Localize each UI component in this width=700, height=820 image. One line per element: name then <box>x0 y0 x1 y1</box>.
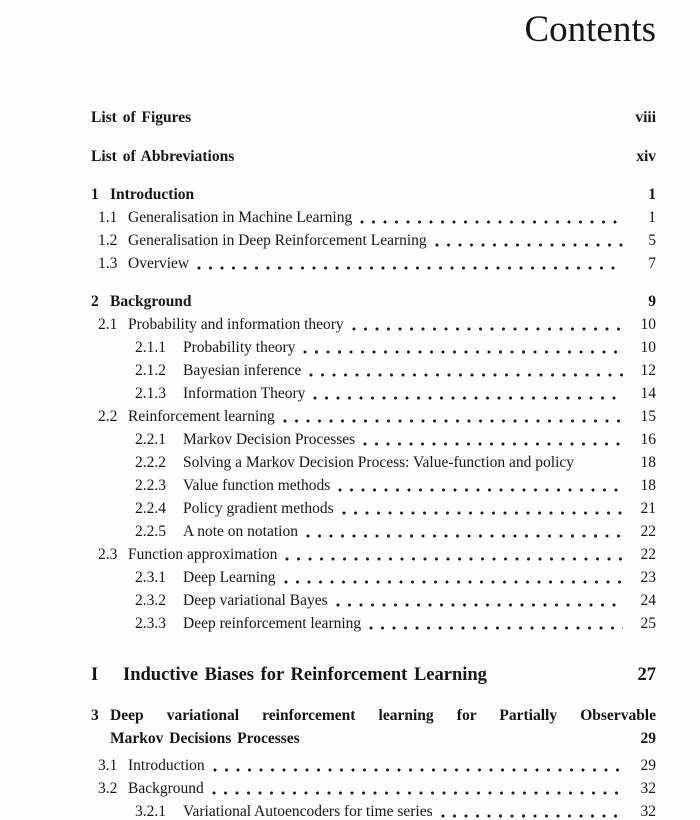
entry-label-line-2 <box>110 727 656 750</box>
spacer <box>579 451 623 474</box>
page-number: 29 <box>640 730 656 747</box>
dot-leader <box>194 252 623 275</box>
toc-entry-2-1-1[interactable] <box>135 336 656 359</box>
page-number: 9 <box>648 293 656 310</box>
entry-number: 3.2.1 <box>135 803 166 820</box>
entry-number: 2.1.2 <box>135 362 166 379</box>
toc-entry-2-2-5[interactable] <box>135 520 656 543</box>
toc-entry-1-1[interactable] <box>98 206 656 229</box>
toc-entry-2-2-1[interactable] <box>135 428 656 451</box>
entry-label: Introduction <box>110 186 195 203</box>
page-number: 16 <box>640 431 656 448</box>
toc-entry-2-1-3[interactable] <box>135 382 656 405</box>
entry-label: A note on notation <box>183 523 298 540</box>
spacer <box>492 662 623 688</box>
page-number: xiv <box>636 148 656 165</box>
entry-label: Variational Autoencoders for time series <box>183 803 433 820</box>
page-number: 25 <box>640 615 656 632</box>
entry-label <box>110 704 656 750</box>
page-number: 10 <box>640 316 656 333</box>
toc-entry-2-3-1[interactable] <box>135 566 656 589</box>
entry-number: 2.1.1 <box>135 339 166 356</box>
page-number: 21 <box>640 500 656 517</box>
dot-leader <box>209 777 623 800</box>
toc-entry-2-2-3[interactable] <box>135 474 656 497</box>
dot-leader <box>432 229 623 252</box>
toc-entry-2-1[interactable] <box>98 313 656 336</box>
toc-entry-2-3-2[interactable] <box>135 589 656 612</box>
entry-number: 3 <box>91 707 99 724</box>
dot-leader <box>335 474 623 497</box>
page-number: 10 <box>640 339 656 356</box>
toc-entry-2-1-2[interactable] <box>135 359 656 382</box>
page-number: 23 <box>640 569 656 586</box>
entry-label: Solving a Markov Decision Process: Value-function and policy <box>183 454 575 471</box>
toc-entry-list-of-figures[interactable] <box>91 106 656 129</box>
toc-entries-list <box>91 183 656 820</box>
toc-entry-1-3[interactable] <box>98 252 656 275</box>
page-number: 1 <box>648 186 656 203</box>
entry-label: Introduction <box>128 757 205 774</box>
dot-leader <box>339 497 623 520</box>
dot-leader <box>281 566 623 589</box>
toc-entry-2[interactable] <box>91 290 656 313</box>
toc-entry-3-2[interactable] <box>98 777 656 800</box>
page-number: 7 <box>648 255 656 272</box>
toc-entry-3[interactable] <box>91 704 656 750</box>
dot-leader <box>303 520 623 543</box>
entry-number: 2.2.5 <box>135 523 166 540</box>
entry-number: 3.1 <box>98 757 118 774</box>
entry-label-line-1: Deep variational reinforcement learning for Partially Observable <box>110 707 656 724</box>
page-number: 27 <box>637 665 656 685</box>
spacer <box>197 290 623 313</box>
page-number: 24 <box>640 592 656 609</box>
toc-entry-2-2-4[interactable] <box>135 497 656 520</box>
entry-number: 1.2 <box>98 232 118 249</box>
toc-entry-i[interactable] <box>91 662 656 688</box>
entry-number: 2.2 <box>98 408 118 425</box>
entry-number: 2.2.4 <box>135 500 166 517</box>
entry-number: 2.2.2 <box>135 454 166 471</box>
toc-entry-2-2[interactable] <box>98 405 656 428</box>
entry-number: 2.2.1 <box>135 431 166 448</box>
toc-entry-1-2[interactable] <box>98 229 656 252</box>
dot-leader <box>282 543 623 566</box>
dot-leader <box>210 754 623 777</box>
page-number: 5 <box>648 232 656 249</box>
entry-label: Deep variational Bayes <box>183 592 328 609</box>
page-number: 32 <box>640 803 656 820</box>
entry-number: 2.1 <box>98 316 118 333</box>
toc-entry-3-1[interactable] <box>98 754 656 777</box>
dot-leader <box>360 428 623 451</box>
entry-label: Background <box>128 780 204 797</box>
entry-label: Value function methods <box>183 477 331 494</box>
toc-entry-2-3-3[interactable] <box>135 612 656 635</box>
entry-number: 2.3 <box>98 546 118 563</box>
entry-label: Deep reinforcement learning <box>183 615 362 632</box>
entry-number: 2.1.3 <box>135 385 166 402</box>
toc-entry-list-of-abbreviations[interactable] <box>91 145 656 168</box>
entry-number: 2.3.1 <box>135 569 166 586</box>
entry-number: 1.3 <box>98 255 118 272</box>
page-number: 29 <box>640 757 656 774</box>
page-number: 22 <box>640 546 656 563</box>
dot-leader <box>310 382 623 405</box>
entry-label: Policy gradient methods <box>183 500 334 517</box>
dot-leader <box>366 612 623 635</box>
entry-label: Inductive Biases for Reinforcement Learning <box>123 665 487 685</box>
dot-leader <box>306 359 623 382</box>
entry-label: Generalisation in Deep Reinforcement Learning <box>128 232 427 249</box>
entry-label: List of Figures <box>91 109 192 126</box>
page-number: viii <box>635 109 656 126</box>
entry-label: Probability and information theory <box>128 316 344 333</box>
page-number: 15 <box>640 408 656 425</box>
dot-leader <box>438 800 623 820</box>
entry-label: Reinforcement learning <box>128 408 275 425</box>
toc-entry-3-2-1[interactable] <box>135 800 656 820</box>
toc-entry-1[interactable] <box>91 183 656 206</box>
page-number: 22 <box>640 523 656 540</box>
entry-number: 1.1 <box>98 209 118 226</box>
entry-label: Information Theory <box>183 385 306 402</box>
page-number: 1 <box>648 209 656 226</box>
entry-number: 2.3.2 <box>135 592 166 609</box>
entry-label: List of Abbreviations <box>91 148 235 165</box>
entry-label: Markov Decision Processes <box>183 431 356 448</box>
dot-leader <box>349 313 623 336</box>
entry-number: 3.2 <box>98 780 118 797</box>
entry-number: 2.2.3 <box>135 477 166 494</box>
toc-entry-2-2-2[interactable] <box>135 451 656 474</box>
front-matter-list <box>91 106 656 168</box>
page-number: 18 <box>640 477 656 494</box>
entry-number: 2 <box>91 293 99 310</box>
page-number: 14 <box>640 385 656 402</box>
page-number: 18 <box>640 454 656 471</box>
entry-label: Deep Learning <box>183 569 276 586</box>
entry-label: Bayesian inference <box>183 362 302 379</box>
page-title: Contents <box>524 9 656 50</box>
dot-leader <box>280 405 623 428</box>
entry-label: Probability theory <box>183 339 296 356</box>
entry-number: 1 <box>91 186 99 203</box>
entry-label: Function approximation <box>128 546 278 563</box>
entry-number: I <box>91 665 99 685</box>
dot-leader <box>300 336 623 359</box>
dot-leader <box>357 206 623 229</box>
toc-entry-2-3[interactable] <box>98 543 656 566</box>
entry-number: 2.3.3 <box>135 615 166 632</box>
page-number: 12 <box>640 362 656 379</box>
spacer <box>199 183 623 206</box>
dot-leader <box>333 589 623 612</box>
entry-label: Background <box>110 293 192 310</box>
entry-label-text: Markov Decisions Processes <box>110 730 300 747</box>
page-number: 32 <box>640 780 656 797</box>
entry-label: Overview <box>128 255 190 272</box>
entry-label: Generalisation in Machine Learning <box>128 209 353 226</box>
